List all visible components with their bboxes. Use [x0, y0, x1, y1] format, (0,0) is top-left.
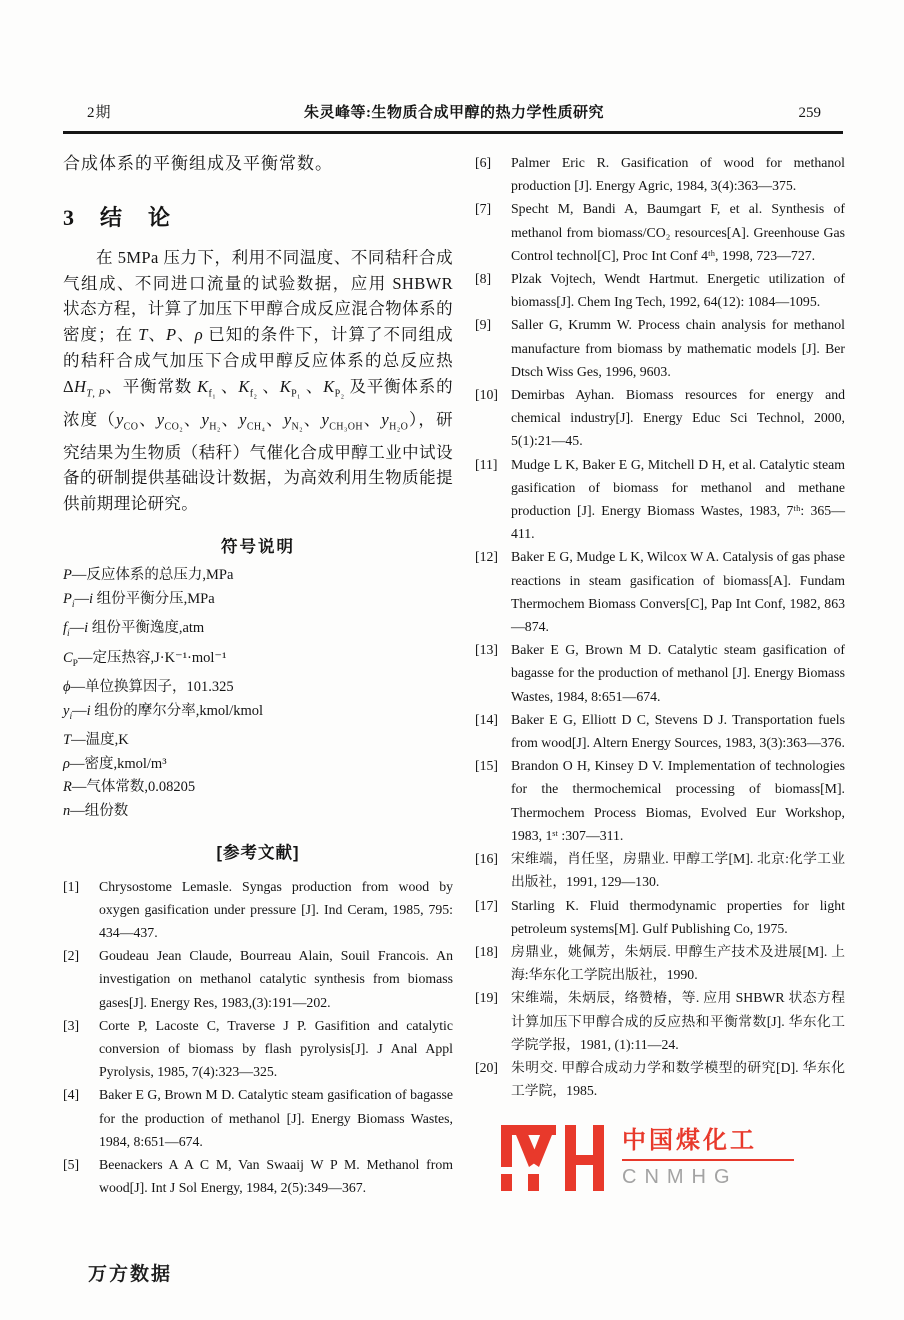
reference-text: Mudge L K, Baker E G, Mitchell D H, et al. Catalytic steam gasification of biomass for methanol and methane production [J]. Energy Biomass Wastes, 1983, 7ᵗʰ: 365—411. — [511, 456, 845, 542]
reference-number: [6] — [475, 155, 492, 170]
reference-number: [20] — [475, 1059, 498, 1075]
reference-number: [12] — [475, 549, 498, 565]
reference-text: Plzak Vojtech, Wendt Hartmut. Energetic utilization of biomass[J]. Chem Ing Tech, 1992, 64(12): 1084—1095. — [511, 271, 845, 310]
section-heading-conclusion — [63, 201, 453, 232]
reference-number: [11] — [475, 456, 498, 472]
reference-text: Demirbas Ayhan. Biomass resources for energy and chemical industry[J]. Energy Educ Sci Technol, 2000, 5(1):21—45. — [511, 387, 845, 449]
reference-item — [475, 708, 845, 754]
reference-text: 房鼎业，姚佩芳，朱炳辰. 甲醇生产技术及进展[M]. 上海:华东化工学院出版社，1990. — [511, 943, 845, 983]
reference-item — [475, 197, 845, 267]
wanfang-watermark: 万方数据 — [88, 1264, 173, 1285]
reference-text: Baker E G, Mudge L K, Wilcox W A. Catalysis of gas phase reactions in steam gasification of biomass[A]. Fundam Thermochem Biomass Convers[C], Pap Int Conf, 1982, 863—874. — [511, 549, 845, 635]
reference-number: [10] — [475, 387, 498, 403]
reference-number: [7] — [475, 201, 492, 217]
reference-text: Goudeau Jean Claude, Bourreau Alain, Souil Francois. An investigation on methanol catalytic synthesis from biomass gases[J]. Energy Res, 1983,(3):191—202. — [99, 948, 453, 1010]
carryover-paragraph: 合成体系的平衡组成及平衡常数。 — [63, 154, 333, 173]
reference-item — [475, 383, 845, 453]
reference-item — [63, 1083, 453, 1153]
page-header — [63, 101, 845, 122]
reference-item — [475, 894, 845, 940]
cnmhg-logo — [501, 1124, 794, 1192]
reference-number: [14] — [475, 711, 498, 727]
logo-latin-name: CNMHG — [622, 1165, 738, 1188]
reference-text: 宋维端，朱炳辰，络赞椿，等. 应用 SHBWR 状态方程计算加压下甲醇合成的反应热和平衡常数[J]. 华东化工学院学报，1981, (1):11—24. — [511, 990, 845, 1052]
reference-item — [475, 313, 845, 383]
journal-issue: 2期 — [87, 105, 112, 121]
symbol-item: P—反应体系的总压力,MPa — [63, 567, 234, 584]
reference-item — [475, 754, 845, 847]
reference-item — [63, 875, 453, 945]
reference-text: Baker E G, Brown M D. Catalytic steam gasification of bagasse for the production of methanol [J]. Energy Biomass Wastes, 1984, 8:651—674. — [99, 1087, 453, 1149]
reference-item — [63, 1014, 453, 1084]
reference-number: [15] — [475, 758, 498, 774]
section-number: 3 — [63, 205, 74, 230]
symbol-item: $y_i—i$ 组份的摩尔分率,kmol/kmol — [63, 702, 264, 722]
reference-number: [5] — [63, 1157, 80, 1173]
logo-text-block — [622, 1124, 794, 1189]
reference-number: [19] — [475, 990, 498, 1006]
reference-item — [63, 1153, 453, 1199]
reference-number: [13] — [475, 642, 498, 658]
symbol-item: ρ—密度,kmol/m³ — [63, 755, 167, 772]
reference-item — [475, 940, 845, 986]
symbol-item: $f_i—i$ 组份平衡逸度,atm — [63, 620, 205, 640]
reference-item — [475, 986, 845, 1056]
reference-text: Saller G, Krumm W. Process chain analysis for methanol manufacture from biomass by mathematic models [J]. Ber Dtsch Wiss Ges, 1996, 9603. — [511, 317, 845, 379]
cnmhg-monogram-icon — [501, 1124, 605, 1192]
symbol-item: n—组份数 — [63, 803, 129, 820]
references-list-left — [63, 875, 453, 1200]
references-heading: [参考文献] — [216, 843, 300, 862]
references-list-right — [475, 151, 845, 1102]
reference-number: [17] — [475, 897, 498, 913]
symbol-item: R—气体常数,0.08205 — [63, 779, 196, 796]
symbol-item: ϕ—单位换算因子，101.325 — [63, 679, 234, 696]
conclusion-paragraph: 在 5MPa 压力下，利用不同温度、不同秸秆合成气组成、不同进口流量的试验数据，应用 SHBWR 状态方程，计算了加压下甲醇合成反应混合物体系的密度；在 T、P、ρ 已知的条件下，计算了不同组成的秸秆合成气加压下合成甲醇反应体系的总反应热 $\Delta H_{T, P}$、平衡常数 $K_{f_1}$ 、$K_{f_2}$ 、$K_{P_1}$ 、$K_{P_2}$ 及平衡体系的浓度（$y_{CO}$、$y_{CO_2}$、$y_{H_2}$、$y_{CH_4}$、$y_{N_2}$、$y_{CH_3OH}$、$y_{H_2O}$），研究结果为生物质（秸秆）气催化合成甲醇工业中试设备的研制提供基础设计数据，为高效利用生物质能提供前期理论研究。 — [63, 248, 454, 513]
page-number: 259 — [798, 105, 821, 121]
reference-text: Starling K. Fluid thermodynamic properties for light petroleum systems[M]. Gulf Publishing Co, 1975. — [511, 897, 845, 936]
reference-text: Brandon O H, Kinsey D V. Implementation of technologies for the thermochemical processing of biomass[M]. Thermochem Process Biomas, Evolved Eur Workshop, 1983, 1ˢᵗ :307—311. — [511, 758, 845, 843]
reference-text: Corte P, Lacoste C, Traverse J P. Gasifition and catalytic conversion of biomass by flash pyrolysis[J]. J Anal Appl Pyrolysis, 1985, 7(4):323—325. — [99, 1017, 453, 1080]
reference-item — [475, 847, 845, 893]
reference-item — [475, 267, 845, 313]
symbol-item: T—温度,K — [63, 732, 129, 749]
reference-text: 朱明交. 甲醇合成动力学和数学模型的研究[D]. 华东化工学院，1985. — [511, 1059, 845, 1099]
section-title: 结 论 — [100, 205, 173, 230]
symbol-item: $C_P—$定压热容,J·K⁻¹·mol⁻¹ — [63, 649, 227, 669]
page-body — [63, 142, 845, 1199]
reference-text: 宋维端，肖任坚，房鼎业. 甲醇工学[M]. 北京:化学工业出版社，1991, 129—130. — [511, 851, 845, 890]
symbols-heading: 符号说明 — [221, 538, 295, 557]
reference-text: Chrysostome Lemasle. Syngas production from wood by oxygen gasification under pressure [J]. Ind Ceram, 1985, 795: 434—437. — [99, 878, 453, 941]
reference-text: Baker E G, Brown M D. Catalytic steam gasification of bagasse for the production of methanol [J]. Energy Biomass Wastes, 1984, 8:651—674. — [511, 642, 845, 704]
reference-item — [475, 1056, 845, 1102]
reference-number: [18] — [475, 943, 498, 959]
symbol-item: $P_i—i$ 组份平衡分压,MPa — [63, 590, 215, 610]
reference-number: [2] — [63, 948, 80, 964]
reference-number: [8] — [475, 271, 492, 287]
header-rule — [63, 131, 843, 134]
reference-text: Palmer Eric R. Gasification of wood for methanol production [J]. Energy Agric, 1984, 3(4):363—375. — [511, 155, 845, 194]
reference-item — [475, 151, 845, 197]
reference-text: Baker E G, Elliott D C, Stevens D J. Transportation fuels from wood[J]. Altern Energy Sources, 1983, 3(3):363—376. — [511, 711, 845, 751]
reference-text: Beenackers A A C M, Van Swaaij W P M. Methanol from wood[J]. Int J Sol Energy, 1984, 2(5):349—367. — [99, 1157, 453, 1196]
reference-number: [1] — [63, 878, 80, 894]
symbols-list — [63, 564, 453, 824]
reference-item — [63, 944, 453, 1014]
reference-text: Specht M, Bandi A, Baumgart F, et al. Synthesis of methanol from biomass/CO₂ resources[A]. Greenhouse Gas Control technol[C], Proc Int Conf 4ᵗʰ, 1998, 723—727. — [511, 201, 845, 263]
reference-number: [3] — [63, 1017, 80, 1033]
reference-number: [9] — [475, 317, 492, 333]
logo-underline — [622, 1159, 794, 1161]
running-title: 朱灵峰等:生物质合成甲醇的热力学性质研究 — [304, 105, 604, 121]
reference-item — [475, 453, 845, 546]
reference-number: [4] — [63, 1087, 80, 1103]
logo-chinese-name: 中国煤化工 — [622, 1127, 757, 1154]
reference-number: [16] — [475, 851, 498, 867]
reference-item — [475, 545, 845, 638]
reference-item — [475, 638, 845, 708]
left-column — [63, 142, 453, 1199]
right-column — [475, 142, 845, 1199]
